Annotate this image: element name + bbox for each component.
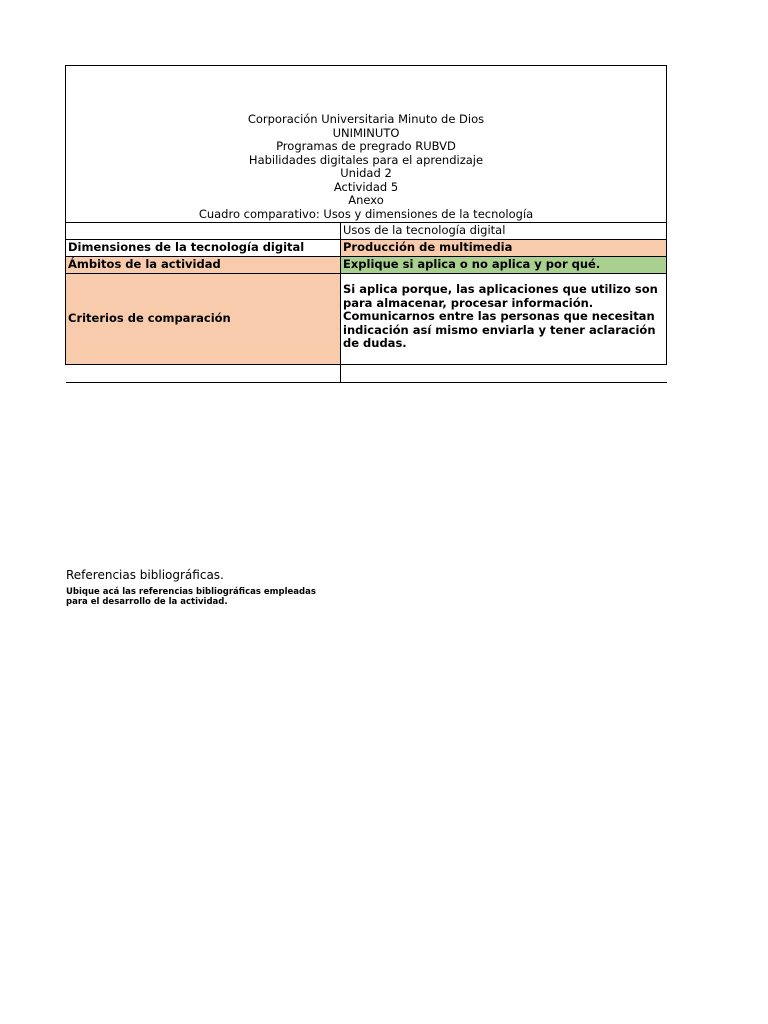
cell-criterios-answer[interactable] <box>341 274 667 365</box>
header-line-unit: Unidad 2 <box>340 166 392 180</box>
comparison-table <box>65 65 667 383</box>
empty-cell-bottom-left[interactable] <box>66 365 341 383</box>
criterios-answer-text: Si aplica porque, las aplicaciones que utilizo son para almacenar, procesar información. Comunicarnos entre las personas que necesitan indicación así mismo enviarla y tener aclaración de dudas. <box>343 282 658 350</box>
cell-ambitos-instruction[interactable]: Explique si aplica o no aplica y por qué. <box>341 257 667 274</box>
row-label-ambitos: Ámbitos de la actividad <box>66 257 341 274</box>
header-line-activity: Actividad 5 <box>333 179 399 194</box>
empty-cell-bottom-right[interactable] <box>341 365 667 383</box>
references-section <box>66 568 326 607</box>
header-line-course: Habilidades digitales para el aprendizaje <box>248 152 484 167</box>
comparison-sheet <box>65 65 666 383</box>
header-line-program: Programas de pregrado RUBVD <box>276 139 456 153</box>
document-header <box>66 66 667 223</box>
header-line-institution: Corporación Universitaria Minuto de Dios <box>247 112 485 126</box>
cell-dimension-value[interactable]: Producción de multimedia <box>341 240 667 257</box>
references-title: Referencias bibliográficas. <box>66 568 224 582</box>
header-line-acronym: UNIMINUTO <box>332 125 400 140</box>
references-note: Ubique acá las referencias bibliográficas empleadas para el desarrollo de la actividad. <box>66 587 316 607</box>
column-header-usos: Usos de la tecnología digital <box>341 223 667 240</box>
row-label-criterios: Criterios de comparación <box>66 274 341 365</box>
empty-corner-cell <box>66 223 341 240</box>
header-line-subject: Cuadro comparativo: Usos y dimensiones de la tecnología <box>198 206 534 221</box>
header-line-annex: Anexo <box>348 193 384 207</box>
row-label-dimensiones: Dimensiones de la tecnología digital <box>66 240 341 257</box>
